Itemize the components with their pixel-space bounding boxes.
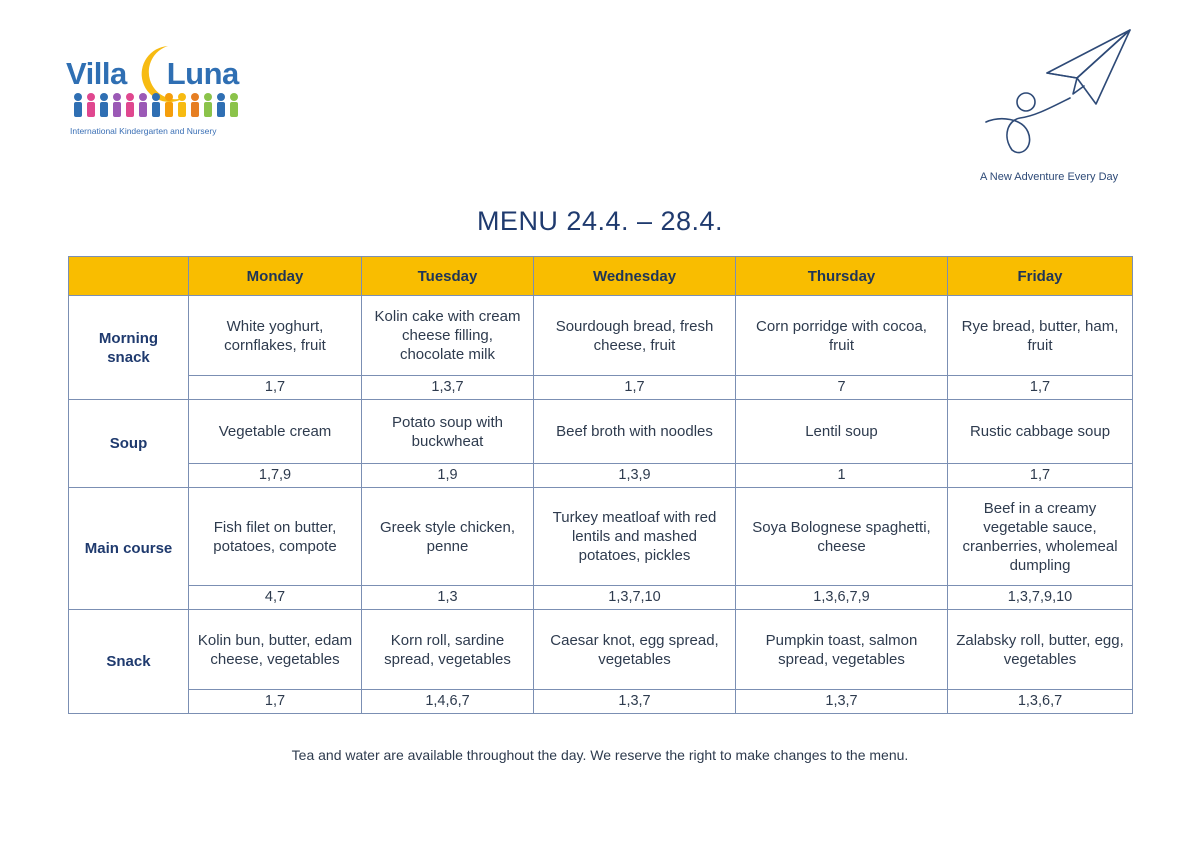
row-label-morning-snack	[69, 296, 189, 400]
allergen-cell: 1,3,7	[736, 690, 948, 714]
allergen-cell: 1,9	[362, 464, 534, 488]
day-header: Thursday	[736, 257, 948, 296]
allergen-cell: 1,4,6,7	[362, 690, 534, 714]
meal-cell: Caesar knot, egg spread, vegetables	[534, 610, 736, 690]
allergen-cell: 1,7	[534, 376, 736, 400]
footer-note: Tea and water are available throughout the day. We reserve the right to make changes to the menu.	[291, 747, 909, 763]
row-label-main-course: Main course	[69, 488, 189, 610]
allergen-cell: 1	[736, 464, 948, 488]
meal-cell: Turkey meatloaf with red lentils and mashed potatoes, pickles	[534, 488, 736, 586]
row-label-text: Morning snack	[98, 329, 159, 366]
meal-cell: Rustic cabbage soup	[948, 400, 1133, 464]
meal-cell: Rye bread, butter, ham, fruit	[948, 296, 1133, 376]
allergen-cell: 1,7	[189, 376, 362, 400]
menu-table	[68, 256, 1133, 714]
page-title: MENU 24.4. – 28.4.	[476, 206, 724, 236]
meal-row	[69, 296, 1133, 376]
allergen-row	[69, 376, 1133, 400]
meal-cell: Pumpkin toast, salmon spread, vegetables	[736, 610, 948, 690]
allergen-cell: 1,3	[362, 586, 534, 610]
meal-cell: Soya Bolognese spaghetti, cheese	[736, 488, 948, 586]
meal-cell: Corn porridge with cocoa, fruit	[736, 296, 948, 376]
meal-row	[69, 610, 1133, 690]
meal-row	[69, 488, 1133, 586]
meal-row	[69, 400, 1133, 464]
allergen-cell: 1,3,7	[362, 376, 534, 400]
meal-cell: Korn roll, sardine spread, vegetables	[362, 610, 534, 690]
day-header: Tuesday	[362, 257, 534, 296]
logo-word-villa: Villa	[66, 56, 127, 91]
children-figures-icon	[72, 91, 242, 121]
tagline: A New Adventure Every Day	[980, 171, 1119, 183]
day-header: Friday	[948, 257, 1133, 296]
header-row	[69, 257, 1133, 296]
meal-cell: Beef in a creamy vegetable sauce, cranberries, wholemeal dumpling	[948, 488, 1133, 586]
allergen-cell: 1,3,6,7,9	[736, 586, 948, 610]
allergen-cell: 1,3,7,10	[534, 586, 736, 610]
meal-cell: White yoghurt, cornflakes, fruit	[189, 296, 362, 376]
header-corner	[69, 257, 189, 296]
meal-cell: Fish filet on butter, potatoes, compote	[189, 488, 362, 586]
villa-luna-logo	[66, 44, 246, 139]
day-header: Monday	[189, 257, 362, 296]
allergen-cell: 1,7	[189, 690, 362, 714]
allergen-cell: 1,7	[948, 376, 1133, 400]
meal-cell: Vegetable cream	[189, 400, 362, 464]
allergen-row	[69, 586, 1133, 610]
allergen-cell: 1,3,7,9,10	[948, 586, 1133, 610]
meal-cell: Beef broth with noodles	[534, 400, 736, 464]
meal-cell: Potato soup with buckwheat	[362, 400, 534, 464]
logo-subtitle: International Kindergarten and Nursery	[70, 126, 217, 136]
allergen-cell: 7	[736, 376, 948, 400]
allergen-cell: 1,3,7	[534, 690, 736, 714]
meal-cell: Greek style chicken, penne	[362, 488, 534, 586]
allergen-row	[69, 690, 1133, 714]
logo-word-luna: Luna	[166, 56, 239, 91]
allergen-cell: 1,3,9	[534, 464, 736, 488]
allergen-row	[69, 464, 1133, 488]
meal-cell: Zalabsky roll, butter, egg, vegetables	[948, 610, 1133, 690]
row-label-soup: Soup	[69, 400, 189, 488]
paper-plane-icon	[980, 26, 1140, 161]
allergen-cell: 1,3,6,7	[948, 690, 1133, 714]
meal-cell: Lentil soup	[736, 400, 948, 464]
row-label-snack: Snack	[69, 610, 189, 714]
allergen-cell: 1,7	[948, 464, 1133, 488]
allergen-cell: 1,7,9	[189, 464, 362, 488]
meal-cell: Kolin bun, butter, edam cheese, vegetables	[189, 610, 362, 690]
meal-cell: Kolin cake with cream cheese filling, chocolate milk	[362, 296, 534, 376]
day-header: Wednesday	[534, 257, 736, 296]
allergen-cell: 4,7	[189, 586, 362, 610]
meal-cell: Sourdough bread, fresh cheese, fruit	[534, 296, 736, 376]
